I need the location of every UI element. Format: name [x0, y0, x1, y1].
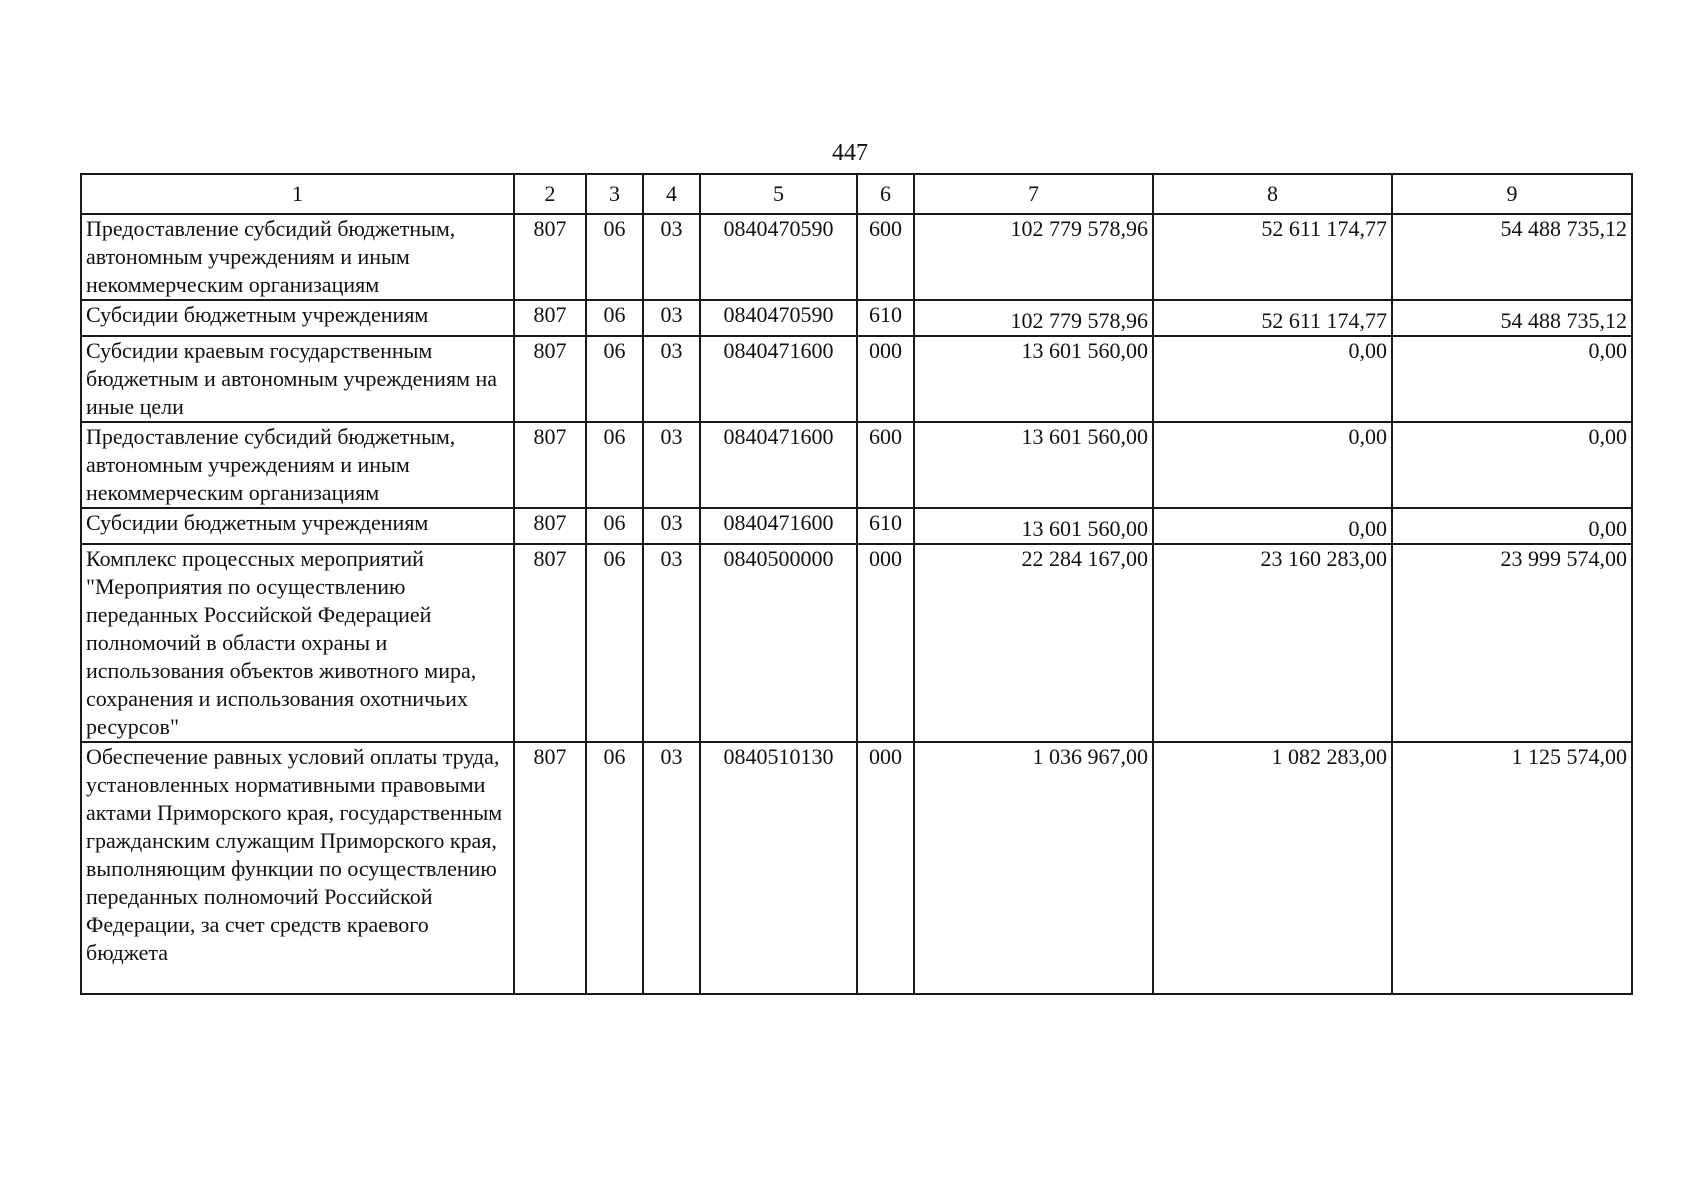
- cell-target-article: 0840470590: [700, 214, 857, 300]
- cell-ministry-code: 807: [514, 544, 586, 742]
- cell-subsection: 03: [643, 742, 700, 994]
- cell-subsection: 03: [643, 214, 700, 300]
- cell-ministry-code: 807: [514, 214, 586, 300]
- cell-target-article: 0840470590: [700, 300, 857, 336]
- cell-amount-col9: 23 999 574,00: [1392, 544, 1632, 742]
- cell-expense-type: 000: [857, 544, 914, 742]
- row-name: Предоставление субсидий бюджетным, автономным учреждениям и иным некоммерческим организациям: [81, 214, 514, 300]
- cell-amount-col9: 54 488 735,12: [1392, 300, 1632, 336]
- cell-section: 06: [586, 214, 643, 300]
- cell-subsection: 03: [643, 508, 700, 544]
- table-row: [81, 544, 1632, 742]
- column-header-3: 3: [586, 174, 643, 214]
- cell-section: 06: [586, 336, 643, 422]
- cell-target-article: 0840500000: [700, 544, 857, 742]
- cell-section: 06: [586, 508, 643, 544]
- table-row: [81, 422, 1632, 508]
- cell-target-article: 0840471600: [700, 508, 857, 544]
- column-header-2: 2: [514, 174, 586, 214]
- cell-section: 06: [586, 422, 643, 508]
- column-header-6: 6: [857, 174, 914, 214]
- column-header-4: 4: [643, 174, 700, 214]
- cell-amount-col7: 102 779 578,96: [914, 214, 1153, 300]
- cell-target-article: 0840510130: [700, 742, 857, 994]
- column-header-1: 1: [81, 174, 514, 214]
- row-name: Субсидии краевым государственным бюджетным и автономным учреждениям на иные цели: [81, 336, 514, 422]
- cell-amount-col8: 0,00: [1153, 422, 1392, 508]
- cell-amount-col7: 13 601 560,00: [914, 422, 1153, 508]
- cell-ministry-code: 807: [514, 336, 586, 422]
- budget-table: [80, 173, 1633, 995]
- page-number: 447: [832, 140, 868, 166]
- cell-amount-col8: 52 611 174,77: [1153, 214, 1392, 300]
- cell-amount-col8: 52 611 174,77: [1153, 300, 1392, 336]
- cell-amount-col9: 0,00: [1392, 422, 1632, 508]
- cell-amount-col7: 22 284 167,00: [914, 544, 1153, 742]
- table-row: [81, 300, 1632, 336]
- cell-subsection: 03: [643, 544, 700, 742]
- cell-amount-col8: 0,00: [1153, 508, 1392, 544]
- cell-amount-col9: 0,00: [1392, 336, 1632, 422]
- cell-amount-col9: 0,00: [1392, 508, 1632, 544]
- cell-section: 06: [586, 544, 643, 742]
- cell-target-article: 0840471600: [700, 422, 857, 508]
- cell-expense-type: 610: [857, 300, 914, 336]
- cell-amount-col8: 1 082 283,00: [1153, 742, 1392, 994]
- cell-amount-col8: 0,00: [1153, 336, 1392, 422]
- cell-amount-col7: 13 601 560,00: [914, 508, 1153, 544]
- cell-amount-col7: 102 779 578,96: [914, 300, 1153, 336]
- row-name: Комплекс процессных мероприятий "Мероприятия по осуществлению переданных Российской Федерацией полномочий в области охраны и использования объектов животного мира, сохранения и использования охотничьих ресурсов": [81, 544, 514, 742]
- cell-amount-col7: 13 601 560,00: [914, 336, 1153, 422]
- cell-amount-col9: 1 125 574,00: [1392, 742, 1632, 994]
- cell-ministry-code: 807: [514, 300, 586, 336]
- cell-section: 06: [586, 742, 643, 994]
- cell-ministry-code: 807: [514, 422, 586, 508]
- cell-expense-type: 600: [857, 422, 914, 508]
- column-header-8: 8: [1153, 174, 1392, 214]
- table-row: [81, 508, 1632, 544]
- row-name: Предоставление субсидий бюджетным, автономным учреждениям и иным некоммерческим организациям: [81, 422, 514, 508]
- column-header-7: 7: [914, 174, 1153, 214]
- cell-subsection: 03: [643, 422, 700, 508]
- cell-ministry-code: 807: [514, 742, 586, 994]
- table-row: [81, 214, 1632, 300]
- cell-expense-type: 600: [857, 214, 914, 300]
- cell-expense-type: 000: [857, 336, 914, 422]
- row-name: Субсидии бюджетным учреждениям: [81, 508, 514, 544]
- cell-subsection: 03: [643, 336, 700, 422]
- cell-amount-col7: 1 036 967,00: [914, 742, 1153, 994]
- row-name: Субсидии бюджетным учреждениям: [81, 300, 514, 336]
- cell-amount-col8: 23 160 283,00: [1153, 544, 1392, 742]
- cell-target-article: 0840471600: [700, 336, 857, 422]
- cell-ministry-code: 807: [514, 508, 586, 544]
- table-row: [81, 742, 1632, 994]
- cell-amount-col9: 54 488 735,12: [1392, 214, 1632, 300]
- column-header-5: 5: [700, 174, 857, 214]
- row-name: Обеспечение равных условий оплаты труда, установленных нормативными правовыми актами Приморского края, государственным гражданским служащим Приморского края, выполняющим функции по осуществлению переданных полномочий Российской Федерации, за счет средств краевого бюджета: [81, 742, 514, 994]
- column-header-9: 9: [1392, 174, 1632, 214]
- cell-expense-type: 000: [857, 742, 914, 994]
- cell-expense-type: 610: [857, 508, 914, 544]
- table-row: [81, 336, 1632, 422]
- cell-subsection: 03: [643, 300, 700, 336]
- cell-section: 06: [586, 300, 643, 336]
- table-header-row: [81, 174, 1632, 214]
